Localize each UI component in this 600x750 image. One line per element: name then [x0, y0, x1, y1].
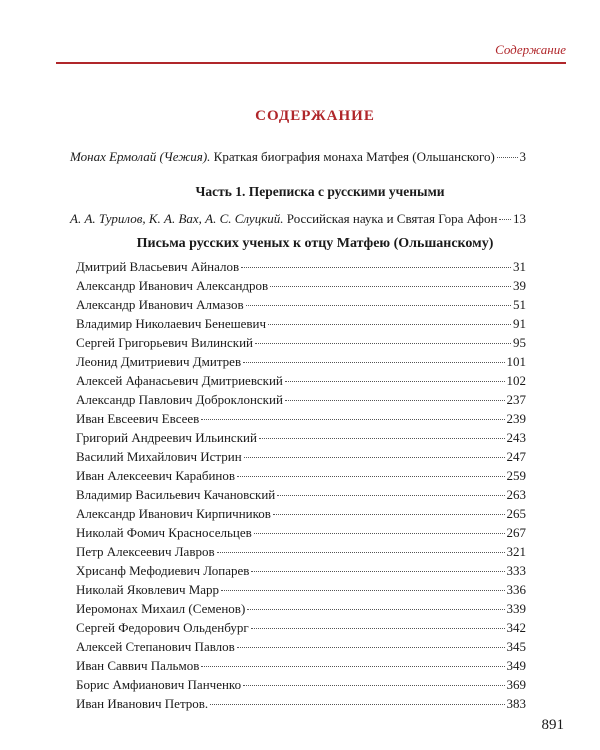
- intro-entry-title: Краткая биография монаха Матфея (Ольшанского): [213, 149, 495, 164]
- dot-leader: [255, 343, 511, 344]
- toc-entry-page: 342: [506, 620, 526, 635]
- toc-entry: [76, 259, 526, 278]
- dot-leader: [285, 381, 505, 382]
- dot-leader: [243, 685, 504, 686]
- dot-leader: [270, 286, 511, 287]
- toc-entry-page: 339: [506, 601, 526, 616]
- toc-entry-name: Александр Иванович Алмазов: [76, 297, 244, 312]
- dot-leader: [201, 666, 504, 667]
- toc-entry: [76, 430, 526, 449]
- toc-title: СОДЕРЖАНИЕ: [255, 108, 375, 124]
- toc-entry-name: Николай Фомич Красносельцев: [76, 525, 252, 540]
- toc-entry-name: Александр Иванович Александров: [76, 278, 269, 293]
- dot-leader: [268, 324, 511, 325]
- part-title: Часть 1. Переписка с русскими учеными: [195, 184, 445, 199]
- toc-entry-page: 263: [506, 487, 526, 502]
- toc-entry: [76, 601, 526, 620]
- dot-leader: [210, 704, 504, 705]
- toc-entry-page: 259: [506, 468, 526, 483]
- toc-entry: [76, 544, 526, 563]
- toc-entry: [76, 335, 526, 354]
- dot-leader: [497, 157, 518, 158]
- toc-entry-page: 51: [513, 297, 526, 312]
- toc-entry: [76, 373, 526, 392]
- toc-entry: [76, 506, 526, 525]
- dot-leader: [244, 457, 505, 458]
- toc-entry-name: Александр Павлович Доброклонский: [76, 392, 283, 407]
- toc-entry: [76, 392, 526, 411]
- part-entry: [70, 211, 526, 227]
- toc-entry-page: 369: [506, 677, 526, 692]
- dot-leader: [254, 533, 505, 534]
- letters-section-title: Письма русских ученых к отцу Матфею (Ольшанскому): [136, 236, 494, 251]
- toc-entry: [76, 468, 526, 487]
- toc-entry-page: 265: [506, 506, 526, 521]
- toc-entry-name: Владимир Николаевич Бенешевич: [76, 316, 267, 331]
- header-rule: [56, 62, 566, 64]
- toc-entry-page: 101: [506, 354, 526, 369]
- toc-entry-name: Петр Алексеевич Лавров: [76, 544, 215, 559]
- toc-entry-page: 243: [506, 430, 526, 445]
- toc-entry-page: 247: [506, 449, 526, 464]
- toc-entry-page: 333: [506, 563, 526, 578]
- dot-leader: [247, 609, 504, 610]
- toc-entry-page: 91: [513, 316, 526, 331]
- toc-entry: [76, 582, 526, 601]
- toc-entry: [76, 677, 526, 696]
- toc-entry-name: Василий Михайлович Истрин: [76, 449, 242, 464]
- toc-entry-page: 349: [506, 658, 526, 673]
- dot-leader: [217, 552, 505, 553]
- toc-entry-page: 39: [513, 278, 526, 293]
- dot-leader: [237, 476, 504, 477]
- toc-entry-page: 31: [513, 259, 526, 274]
- toc-entry-name: Иван Алексеевич Карабинов: [76, 468, 236, 483]
- toc-entry-name: Иван Саввич Пальмов: [76, 658, 200, 673]
- toc-entry-page: 237: [506, 392, 526, 407]
- toc-entry: [76, 620, 526, 639]
- dot-leader: [243, 362, 504, 363]
- dot-leader: [285, 400, 505, 401]
- toc-entry-name: Сергей Григорьевич Вилинский: [76, 335, 254, 350]
- dot-leader: [246, 305, 511, 306]
- toc-entry-page: 336: [506, 582, 526, 597]
- toc-entry-name: Алексей Степанович Павлов: [76, 639, 235, 654]
- toc-entry-list: [76, 259, 526, 715]
- toc-entry-name: Борис Амфианович Панченко: [76, 677, 242, 692]
- toc-entry: [76, 487, 526, 506]
- toc-entry-name: Иван Иванович Петров.: [76, 696, 209, 711]
- toc-entry: [76, 411, 526, 430]
- toc-entry: [76, 563, 526, 582]
- dot-leader: [237, 647, 505, 648]
- toc-entry-page: 95: [513, 335, 526, 350]
- running-head: Содержание: [495, 42, 566, 57]
- toc-entry: [76, 658, 526, 677]
- intro-entry-author: Монах Ермолай (Чежия).: [70, 149, 211, 164]
- toc-entry: [76, 449, 526, 468]
- toc-entry: [76, 696, 526, 715]
- toc-entry: [76, 525, 526, 544]
- intro-entry: [70, 149, 526, 165]
- toc-entry-page: 267: [506, 525, 526, 540]
- part-entry-title: Российская наука и Святая Гора Афон: [286, 211, 498, 226]
- toc-entry-name: Александр Иванович Кирпичников: [76, 506, 271, 521]
- toc-entry-page: 102: [506, 373, 526, 388]
- dot-leader: [201, 419, 504, 420]
- dot-leader: [273, 514, 505, 515]
- toc-entry-name: Леонид Дмитриевич Дмитрев: [76, 354, 242, 369]
- toc-entry-page: 383: [506, 696, 526, 711]
- intro-entry-page: 3: [519, 149, 526, 164]
- toc-entry-page: 321: [506, 544, 526, 559]
- toc-entry-page: 345: [506, 639, 526, 654]
- toc-entry: [76, 639, 526, 658]
- dot-leader: [277, 495, 504, 496]
- dot-leader: [251, 571, 504, 572]
- toc-entry: [76, 278, 526, 297]
- part-entry-authors: А. А. Турилов, К. А. Вах, А. С. Слуцкий.: [70, 211, 284, 226]
- dot-leader: [221, 590, 504, 591]
- part-entry-page: 13: [513, 211, 526, 226]
- toc-entry-name: Владимир Васильевич Качановский: [76, 487, 276, 502]
- dot-leader: [241, 267, 511, 268]
- page-number: 891: [541, 717, 564, 733]
- toc-entry-name: Николай Яковлевич Марр: [76, 582, 220, 597]
- toc-entry-name: Алексей Афанасьевич Дмитриевский: [76, 373, 283, 388]
- toc-entry-page: 239: [506, 411, 526, 426]
- dot-leader: [499, 219, 511, 220]
- toc-entry-name: Дмитрий Власьевич Айналов: [76, 259, 240, 274]
- dot-leader: [251, 628, 505, 629]
- toc-entry-name: Иван Евсеевич Евсеев: [76, 411, 200, 426]
- toc-entry-name: Иеромонах Михаил (Семенов): [76, 601, 246, 616]
- toc-entry-name: Григорий Андреевич Ильинский: [76, 430, 257, 445]
- toc-entry: [76, 316, 526, 335]
- toc-entry-name: Сергей Федорович Ольденбург: [76, 620, 249, 635]
- toc-entry: [76, 354, 526, 373]
- dot-leader: [259, 438, 505, 439]
- toc-entry-name: Хрисанф Мефодиевич Лопарев: [76, 563, 250, 578]
- toc-entry: [76, 297, 526, 316]
